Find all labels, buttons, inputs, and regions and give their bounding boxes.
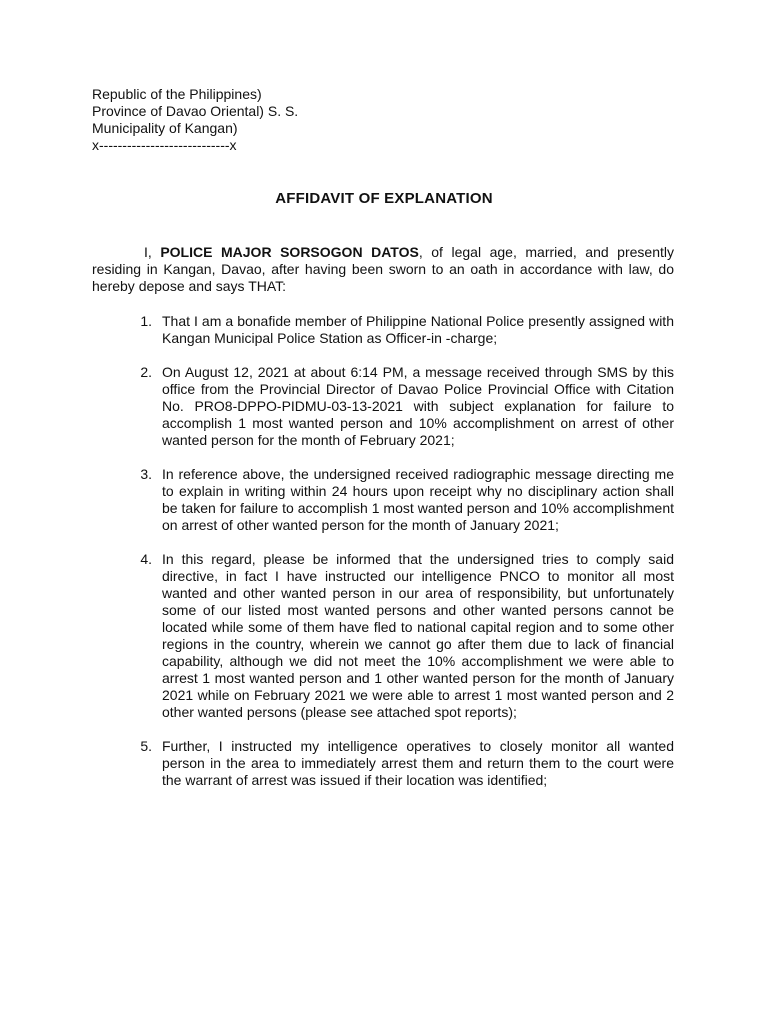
affiant-name: POLICE MAJOR SORSOGON DATOS bbox=[160, 244, 419, 260]
item-text: That I am a bonafide member of Philippine National Police presently assigned with Kangan Municipal Police Station as Officer-in -charge; bbox=[162, 313, 674, 346]
venue-province: Province of Davao Oriental) S. S. bbox=[92, 103, 299, 119]
document-title: AFFIDAVIT OF EXPLANATION bbox=[275, 190, 493, 207]
item-text: In this regard, please be informed that the undersigned tries to comply said directive, in fact I have instructed our intelligence PNCO to monitor all most wanted and other wanted person in our area of responsibility, but unfortunately some of our listed most wanted persons and other wanted persons cannot be located while some of them have fled to national capital region and to some other regions in the country, wherein we cannot go after them due to lack of financial capability, although we did not meet the 10% accomplishment we were able to arrest 1 most wanted person and 1 other wanted person for the month of January 2021 while on February 2021 we were able to arrest 1 most wanted person and 2 other wanted persons (please see attached spot reports); bbox=[162, 551, 674, 720]
item-text: In reference above, the undersigned received radiographic message directing me to explain in writing within 24 hours upon receipt why no disciplinary action shall be taken for failure to accomplish 1 most wanted person and 10% accomplishment on arrest of other wanted person for the month of January 2021; bbox=[162, 466, 674, 533]
item-number: 4. bbox=[140, 551, 152, 567]
item-number: 5. bbox=[140, 738, 152, 754]
venue-republic: Republic of the Philippines) bbox=[92, 86, 262, 102]
intro-paragraph bbox=[92, 244, 674, 295]
statement-item-4 bbox=[92, 551, 674, 721]
statement-item-5 bbox=[92, 738, 674, 789]
statement-item-3 bbox=[92, 466, 674, 534]
item-number: 2. bbox=[140, 364, 152, 380]
statement-item-2 bbox=[92, 364, 674, 449]
venue-municipality: Municipality of Kangan) bbox=[92, 120, 238, 136]
statement-item-1 bbox=[92, 313, 674, 347]
intro-suffix: , of legal age, married, and presently residing in Kangan, Davao, after having been sworn to an oath in accordance with law, do hereby depose and says THAT: bbox=[92, 244, 674, 294]
venue-separator: x----------------------------x bbox=[92, 137, 237, 153]
item-number: 3. bbox=[140, 466, 152, 482]
statement-list bbox=[92, 313, 674, 806]
venue-header bbox=[92, 86, 298, 154]
intro-prefix: I, bbox=[144, 244, 161, 260]
item-number: 1. bbox=[140, 313, 152, 329]
item-text: Further, I instructed my intelligence operatives to closely monitor all wanted person in the area to immediately arrest them and return them to the court were the warrant of arrest was issued if their location was identified; bbox=[162, 738, 674, 788]
item-text: On August 12, 2021 at about 6:14 PM, a message received through SMS by this office from the Provincial Director of Davao Police Provincial Office with Citation No. PRO8-DPPO-PIDMU-03-13-2021 with subject explanation for failure to accomplish 1 most wanted person and 10% accomplishment on arrest of other wanted person for the month of February 2021; bbox=[162, 364, 674, 448]
